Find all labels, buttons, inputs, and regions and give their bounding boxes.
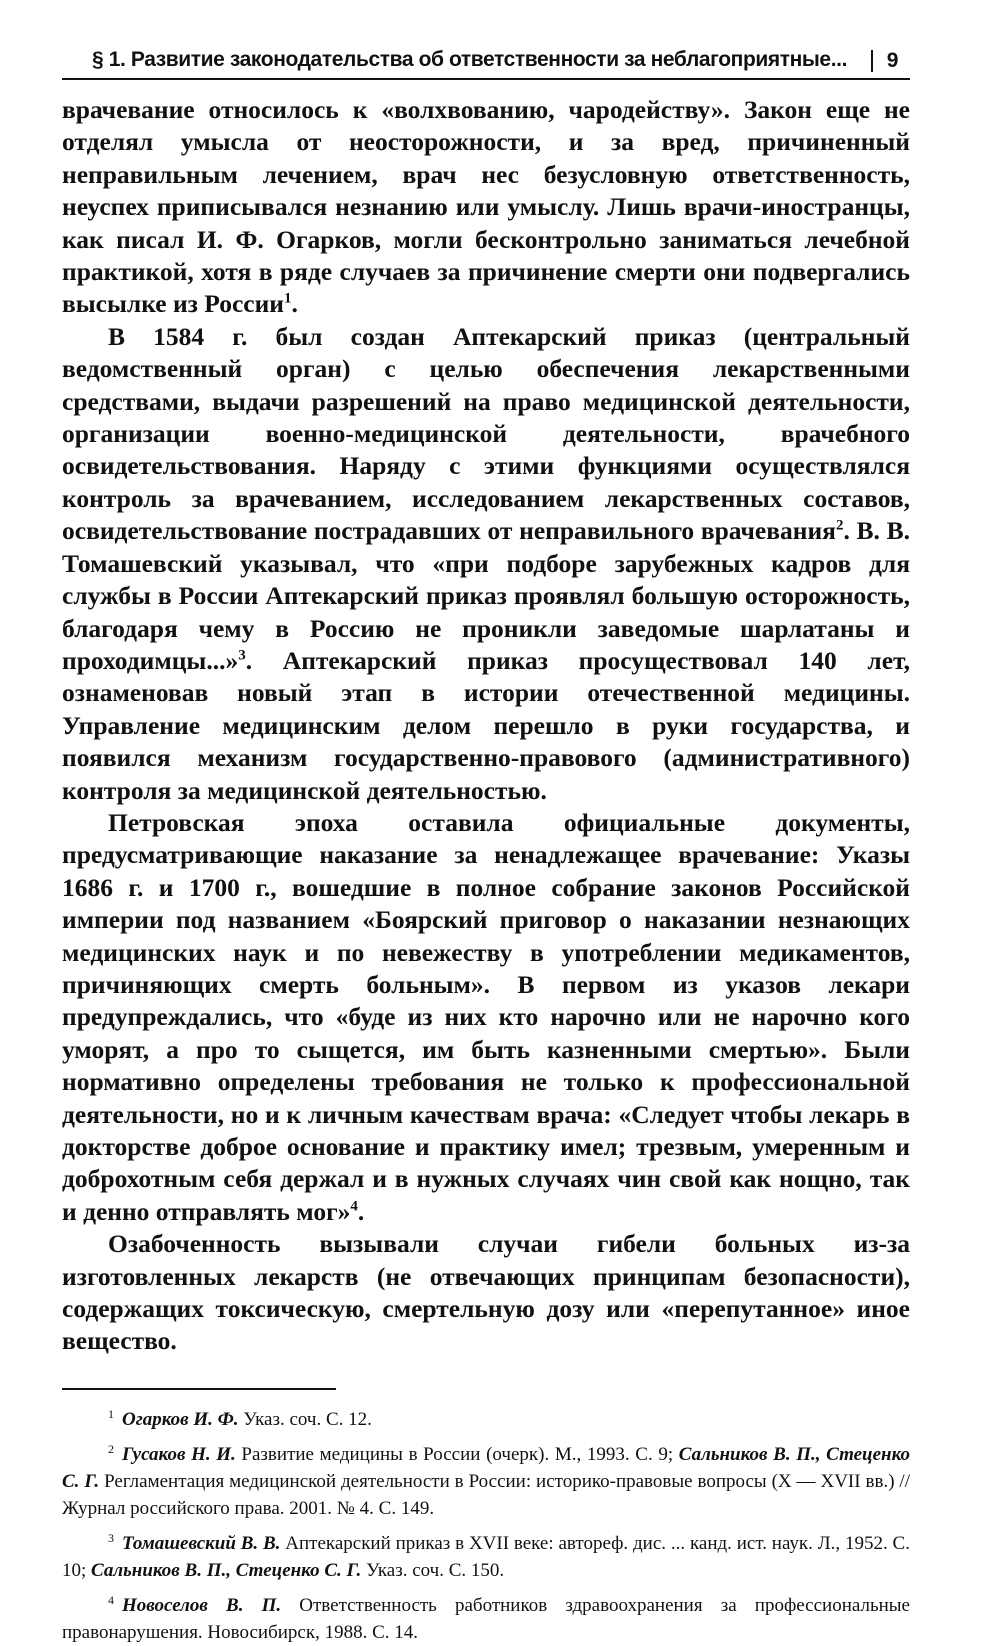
running-header bbox=[62, 48, 910, 80]
footnote-ref: 1 bbox=[284, 290, 292, 307]
footnote: $^3$ Томашевский В. В. Аптекарский приказ в XVII веке: автореф. дис. ... канд. ист. наук. Л., 1952. С. 10; Сальников В. П., Стеценко С. Г. Указ. соч. С. 150. bbox=[62, 1530, 910, 1581]
footnote-separator bbox=[62, 1388, 336, 1390]
paragraph: В 1584 г. был создан Аптекарский приказ (центральный ведомственный орган) с целью обеспечения лекарственными средствами, выдачи разрешений на право медицинской деятельности, организации военно-медицинской деятельности, врачебного освидетельствования. Наряду с этими функциями осуществлялся контроль за врачеванием, исследованием лекарственных составов, освидетельствование пострадавших от неправильного врачевания$^2$. В. В. Томашевский указывал, что «при подборе зарубежных кадров для службы в России Аптекарский приказ проявлял большую осторожность, благодаря чему в Россию не проникли заведомые шарлатаны и проходимцы...»$^3$. Аптекарский приказ просуществовал 140 лет, ознаменовав новый этап в истории отечественной медицины. Управление медицинским делом перешло в руки государства, и появился механизм государственно-правового (административного) контроля за медицинской деятельностью. bbox=[62, 321, 910, 805]
footnote: $^4$ Новоселов В. П. Ответственность работников здравоохранения за профессиональные правонарушения. Новосибирск, 1988. С. 14. bbox=[62, 1592, 910, 1643]
footnote: $^2$ Гусаков Н. И. Развитие медицины в России (очерк). М., 1993. С. 9; Сальников В. П., Стеценко С. Г. Регламентация медицинской деятельности в России: историко-правовые вопросы (X — XVII вв.) // Журнал российского права. 2001. № 4. С. 149. bbox=[62, 1441, 910, 1519]
book-page bbox=[62, 48, 910, 1643]
footnote-ref: 4 bbox=[350, 1198, 358, 1215]
footnote-ref: 3 bbox=[238, 647, 246, 664]
footnote-ref: 2 bbox=[835, 517, 844, 534]
main-text bbox=[62, 94, 910, 1358]
footnotes bbox=[62, 1406, 910, 1646]
paragraph: Петровская эпоха оставила официальные документы, предусматривающие наказание за ненадлежащее врачевание: Указы 1686 г. и 1700 г., вошедшие в полное собрание законов Российской империи под названием «Боярский приговор о наказании незнающих медицинских наук и по невежеству в употреблении медикаментов, причиняющих смерть больным». В первом из указов лекари предупреждались, что «буде из них кто нарочно или не нарочно кого уморят, а про то сыщется, им быть казненными смертью». Были нормативно определены требования не только к профессиональной деятельности, но и к личным качествам врача: «Следует чтобы лекарь в докторстве доброе основание и практику имел; трезвым, умеренным и доброхотным себя держал и в нужных случаях чин свой как нощно, так и денно отправлять мог»$^4$. bbox=[62, 807, 910, 1226]
paragraph: врачевание относилось к «волхвованию, чародейству». Закон еще не отделял умысла от неосторожности, и за вред, причиненный неправильным лечением, врач нес безусловную ответственность, неуспех приписывался незнанию или умыслу. Лишь врачи-иностранцы, как писал И. Ф. Огарков, могли бесконтрольно заниматься лечебной практикой, хотя в ряде случаев за причинение смерти они подвергались высылке из России$^1$. bbox=[62, 95, 910, 319]
footnote: $^1$ Огарков И. Ф. Указ. соч. С. 12. bbox=[108, 1406, 372, 1430]
chapter-title: § 1. Развитие законодательства об ответственности за неблагоприятные... bbox=[92, 48, 848, 71]
page-number: 9 bbox=[871, 50, 898, 72]
paragraph: Озабоченность вызывали случаи гибели больных из-за изготовленных лекарств (не отвечающих принципам безопасности), содержащих токсическую, смертельную дозу или «перепутанное» иное вещество. bbox=[62, 1229, 910, 1356]
